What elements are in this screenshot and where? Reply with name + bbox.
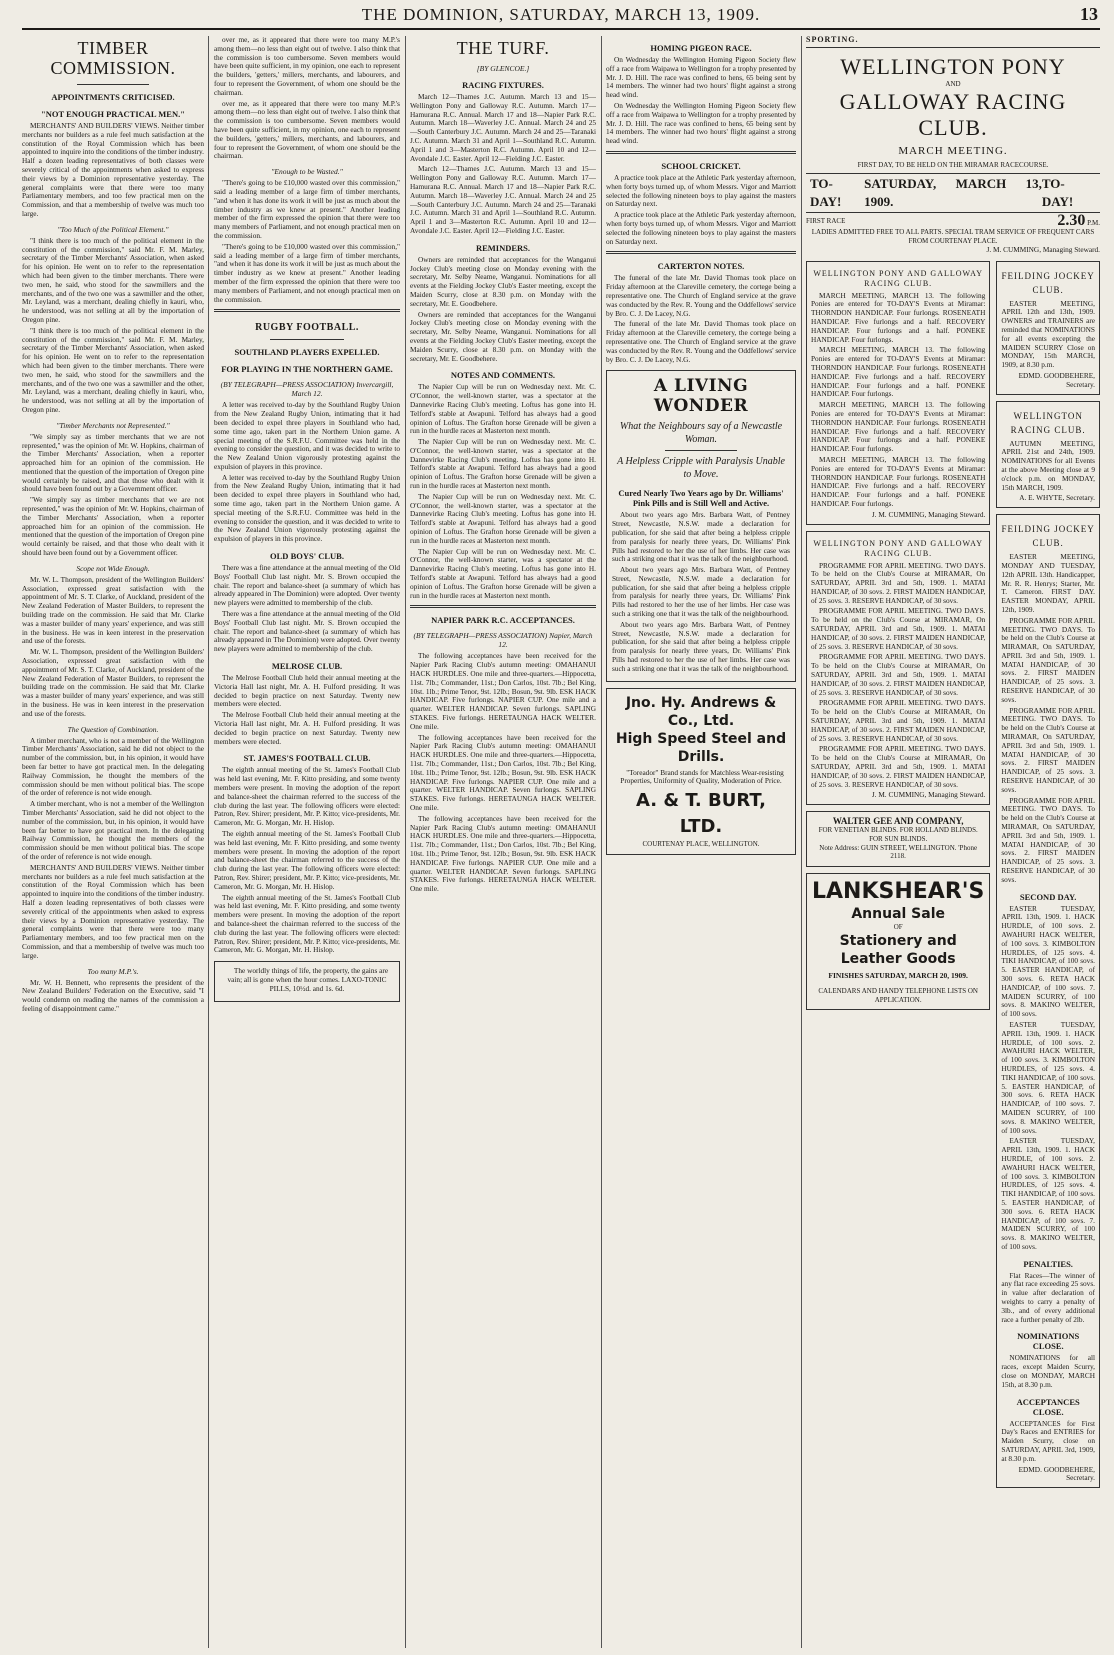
club-name: WELLINGTON PONY [840,53,1066,79]
advert-firm: A. & T. BURT, LTD. [636,790,766,838]
subhead: APPOINTMENTS CRITICISED. [51,92,175,102]
advert-subhead: A Helpless Cripple with Paralysis Unable to Move. [617,456,785,481]
article-paragraph: "There's going to be £10,000 wasted over this commission," said a leading member of a large firm of timber merchants, "and when it has done its work it will be just as much about the timber industry as we knew at present." Another leading member of the firm expressed the opinion that there were too many members of Parliament, and not enough practical men on the commission. [214,178,400,240]
advert-headline: High Speed Steel and Drills. [615,730,787,765]
box-body: PROGRAMME FOR APRIL MEETING. TWO DAYS. To be held on the Club's Course at MIRAMAR, On SATURDAY, APRIL 3rd and 5th, 1909. 1. MATAI HANDICAP, of 30 sovs. 2. FIRST MAIDEN HANDICAP, of 25 sovs. 3. RESERVE HANDICAP, of 30 sovs. [811,652,986,697]
box-body: PROGRAMME FOR APRIL MEETING. TWO DAYS. To be held on the Club's Course at MIRAMAR, On SATURDAY, APRIL 3rd and 5th, 1909. 1. MATAI HANDICAP, of 30 sovs. 2. FIRST MAIDEN HANDICAP, of 25 sovs. 3. RESERVE HANDICAP, of 30 sovs. [811,560,986,605]
article-paragraph: March 12—Thames J.C. Autumn. March 13 and 15—Wellington Pony and Galloway R.C. Autumn. March 17—Hamurana R.C. Annual. March 17 and 18—Napier Park R.C. Autumn. March 18—Waverley J.C. Annual. March 24 and 25—South Canterbury J.C. Autumn. March 24 and 25—Taranaki J.C. Autumn. March 31 and April 1—Southland R.C. Autumn. April 1 and 3—Masterton R.C. Autumn. April 10 and 12—Avondale J.C. Easter. April 12—Fielding J.C. Easter. [410,92,596,163]
subhead: "Enough to be Wasted." [271,167,343,177]
box-body: MARCH MEETING, MARCH 13. The following Ponies are entered for TO-DAY'S Events at Miramar: THORNDON HANDICAP. Four furlongs. ROSENEATH HANDICAP. Five furlongs and a half. RECOVERY HANDICAP. Four furlongs and a half. PONEKE HANDICAP. Four furlongs. [811,400,986,454]
headline-timber-commission: TIMBER COMMISSION. [50,38,176,78]
masthead [22,4,1100,30]
subhead: RACING FIXTURES. [462,80,544,90]
signature: J. M. CUMMING, Managing Steward. [871,509,986,519]
box-title: WELLINGTON PONY AND GALLOWAY RACING CLUB. [813,538,984,558]
subhead: REMINDERS. [475,242,531,253]
column-rule [801,36,802,1648]
advert-body: "Toreador" Brand stands for Matchless Wear-resisting Properties, Uniformity of Quality, Moderation of Price. [620,767,784,786]
article-paragraph: A letter was received to-day by the Southland Rugby Union from the New Zealand Rugby Union, intimating that it had been decided to expel three players in Southland who had, some time ago, taken part in the Northern Union game. A special meeting of the S.R.F.U. Committee was held in the evening to consider the question, and it was decided to write to the New Zealand Union vigorously protesting against the expulsion of players in this province. [214,472,400,544]
article-paragraph: The Napier Cup will be run on Wednesday next. Mr. C. O'Connor, the well-known starter, was a spectator at the Dannevirke Racing Club's meeting. Loftus has gone into H. Telford's stable at Awapuni. Telford has always had a good opinion of Loftus. The Grafton horse Grenade will be given a run in the hurdle races at Masterton next month. [410,491,596,545]
box-body: EASTER TUESDAY, APRIL 13th, 1909. 1. HACK HURDLE, of 100 sovs. 2. AWAHURI HACK WELTER, of 100 sovs. 3. KIMBOLTON HURDLES, of 125 sovs. 4. TIKI HANDICAP, of 100 sovs. 5. EASTER HANDICAP, of 300 sovs. 6. RETA HACK HANDICAP, of 100 sovs. 7. MAIDEN SCURRY, of 100 sovs. 8. MAKINO WELTER, of 100 sovs. [1001,1019,1095,1135]
box-subhead: PENALTIES. [1023,1258,1073,1269]
ladies-note: LADIES ADMITTED FREE TO ALL PARTS. SPECIAL TRAM SERVICE OF FREQUENT CARS FROM COURTENAY PLACE. [811,228,1095,245]
box-body: PROGRAMME FOR APRIL MEETING. TWO DAYS. To be held on the Club's Course at MIRAMAR, On SATURDAY, APRIL 3rd and 5th, 1909. 1. MATAI HANDICAP, of 30 sovs. 2. FIRST MAIDEN HANDICAP, of 25 sovs. 3. RESERVE HANDICAP, of 30 sovs. [1001,795,1095,884]
article-paragraph: "There's going to be £10,000 wasted over this commission," said a leading member of a large firm of timber merchants, "and when it has done its work it will be just as much about the timber industry as we knew at present." Another leading member of the firm expressed the opinion that there were too many members of Parliament, and not enough practical men on the commission. [214,241,400,304]
box-subhead: SECOND DAY. [1019,891,1077,902]
column-sporting [806,36,1100,1648]
advert-body: Note Address: GUIN STREET, WELLINGTON. 'Phone 2118. [819,843,978,861]
headline-pigeon: HOMING PIGEON RACE. [650,43,752,53]
advert-subhead: Annual Sale [851,906,946,923]
box-title: FEILDING JOCKEY CLUB. [1001,270,1095,295]
article-paragraph: The following acceptances have been received for the Napier Park Racing Club's autumn meeting: OMAHANUI HACK HURDLES. One mile and three-quarters.—Hippocetta, 11st. 7lb.; Commander, 11st.; Don Carlos, 10st. 7lb.; Bel King, 10st. 1lb.; Prime Tenor, 9st. 12lb.; Bosun, 9st. 9lb. ESK HACK HANDICAP. Five furlongs. NAPIER CUP. One mile and a quarter. WELTER HANDICAP. Seven furlongs. SAPLING STAKES. Five furlongs. HERETAUNGA HACK WELTER. One mile. [410,813,596,894]
box-title: WELLINGTON RACING CLUB. [1010,410,1086,435]
club-and: AND [945,79,961,88]
article-paragraph: The Melrose Football Club held their annual meeting at the Victoria Hall last night, Mr. A. H. Fulford presiding. It was decided to begin practice on next Saturday. Twenty new members were elected. [214,673,400,709]
article-paragraph: over me, as it appeared that there were too many M.P.'s among them—no less than eight out of twelve. I also think that the commission is too cumbersome. Seven members would have been quite sufficient, in my opinion, one each to represent the builders, 'getters,' millers, merchants, and labourers, and four to represent the Government, of whom one should be the chairman. [214,98,400,161]
subhead: NAPIER PARK R.C. ACCEPTANCES. [431,615,575,626]
advert-body: FOR VENETIAN BLINDS. FOR HOLLAND BLINDS. FOR SUN BLINDS. [818,826,978,843]
subhead: "NOT ENOUGH PRACTICAL MEN." [41,109,185,119]
subhead: "Too Much of the Political Element." [57,224,169,234]
today-date: SATURDAY, MARCH 13, 1909. [864,176,1042,210]
box-body: PROGRAMME FOR APRIL MEETING. TWO DAYS. To be held on the Club's Course at MIRAMAR, On SATURDAY, APRIL 3rd and 5th, 1909. 1. MATAI HANDICAP, of 30 sovs. 2. FIRST MAIDEN HANDICAP, of 25 sovs. 3. RESERVE HANDICAP, of 30 sovs. [811,606,986,651]
subhead: SOUTHLAND PLAYERS EXPELLED. [234,347,380,358]
box-body: Flat Races—The winner of any flat race exceeding 25 sovs. in value after declaration of weights to carry a penalty of 3lb., and of every additional race a further penalty of 2lb. [1001,1270,1095,1324]
box-subhead: ACCEPTANCES CLOSE. [1016,1396,1080,1417]
box-body: AUTUMN MEETING, APRIL 21st and 24th, 1909. NOMINATIONS for all Events at the above Meeting close at 9 o'clock p.m. on MONDAY, 15th MARCH, 1909. [1001,438,1095,492]
wellington-racing-club [996,401,1100,509]
box-body: NOMINATIONS for all races, except Maiden Scurry, close on MONDAY, MARCH 15th, at 8.30 p.m. [1001,1353,1095,1389]
column-rule [601,36,602,1648]
article-paragraph: The funeral of the late Mr. David Thomas took place on Friday afternoon at the Clareville cemetery, the cortege being a representative one. The Church of England service at the grave was conducted by the Rev. R. Young and the Oddfellows' service by Bro. C. J. De Lacey, N.G. [606,273,796,318]
article-paragraph: The Melrose Football Club held their annual meeting at the Victoria Hall last night, Mr. A. H. Fulford presiding. It was decided to begin practice on next Saturday. Twenty new members were elected. [214,710,400,746]
signature: A. E. WHYTE, Secretary. [1019,493,1095,503]
article-paragraph: MERCHANTS' AND BUILDERS' VIEWS. Neither timber merchants nor builders as a rule feel much satisfaction at the constitution of the Royal Commission which has been appointed to inquire into the conditions of the timber industry. Half a dozen leading representatives of both classes were severely critical of the appointments when asked to express their views by a Dominion representative yesterday. The general complaints were that there were too many Parliamentary members, and too few practical men on the Commission, and that a membership of twelve was much too large. [22,862,204,960]
advert-headline: A LIVING WONDER [653,376,749,417]
today-label: TO-DAY! [1041,176,1074,210]
article-paragraph: "I think there is too much of the political element in the constitution of the commission," said Mr. F. M. Marley, secretary of the Timber Merchants' Association, when asked for his opinion. He went on to refer to the representation which had been given to the timber merchants. There were two men, he said, who stood for the sawmillers and the merchants, and of the two one was a sawmiller and the other, Mr. Leyland, was a merchant, dealing chiefly in kauri, who, he understood, was not selling at all by the importation of Oregon pine. [22,235,204,324]
feilding-nominations [996,261,1100,395]
lankshear-advert [806,873,990,1010]
box-body: MARCH MEETING, MARCH 13. The following Ponies are entered for TO-DAY'S Events at Miramar: THORNDON HANDICAP. Four furlongs. ROSENEATH HANDICAP. Five furlongs and a half. RECOVERY HANDICAP. Four furlongs and a half. PONEKE HANDICAP. Four furlongs. [811,290,986,344]
article-paragraph: "I think there is too much of the political element in the constitution of the commission," said Mr. F. M. Marley, secretary of the Timber Merchants' Association, when asked for his opinion. He went on to refer to the representation which had been given to the timber merchants. There were two men, he said, who stood for the sawmillers and the merchants, and of the two one was a sawmiller and the other, Mr. Leyland, was a merchant, dealing chiefly in kauri, who, he understood, was not selling at all by the importation of Oregon pine. [22,325,204,414]
article-paragraph: The funeral of the late Mr. David Thomas took place on Friday afternoon at the Clareville cemetery, the cortege being a representative one. The Church of England service at the grave was conducted by the Rev. R. Young and the Oddfellows' service by Bro. C. J. De Lacey, N.G. [606,319,796,364]
article-paragraph: There was a fine attendance at the annual meeting of the Old Boys' Football Club last night. Mr. S. Brown occupied the chair. The report and balance-sheet (a summary of which has already appeared in The Dominion) were adopted. Over twenty new players were admitted to membership of the club. [214,609,400,654]
article-paragraph: over me, as it appeared that there were too many M.P.'s among them—no less than eight out of twelve. I also think that the commission is too cumbersome. Seven members would have been quite sufficient, in my opinion, one each to represent the builders, 'getters,' millers, merchants, and labourers, and four to represent the Government, of whom one should be the chairman. [214,36,400,97]
article-paragraph: Mr. W. H. Bennett, who represents the president of the New Zealand Builders' Federation on the Executive, said "I would condemn on reading the names of the commission a feeling of disappointment came." [22,977,204,1013]
advert-address: COURTENAY PLACE, WELLINGTON. [642,840,760,849]
section-tag: SPORTING. [806,36,1100,48]
article-paragraph: The eighth annual meeting of the St. James's Football Club was held last evening, Mr. F. Kitto presiding, and some twenty members were present. In moving the adoption of the report and balance-sheet the chairman referred to the success of the club during the last year. The following officers were elected: Patron, Rev. Shirer; president, Mr. P. Kitto; vice-presidents, Mr. Cameron, Mr. G. Morgan, Mr. H. Hislop. [214,892,400,955]
left-subcolumn [806,255,990,1495]
advert-of: OF [893,923,903,932]
article-paragraph: The eighth annual meeting of the St. James's Football Club was held last evening, Mr. F. Kitto presiding, and some twenty members were present. In moving the adoption of the report and balance-sheet the chairman referred to the success of the club during the last year. The following officers were elected: Patron, Rev. Shirer; president, Mr. P. Kitto; vice-presidents, Mr. Cameron, Mr. G. Morgan, Mr. H. Hislop. [214,828,400,891]
club-name: GALLOWAY RACING CLUB. [839,88,1067,140]
signature: J. M. CUMMING, Managing Steward. [871,790,986,800]
walter-gee-advert [806,811,990,867]
article-paragraph: A practice took place at the Athletic Park yesterday afternoon, when forty boys turned up, of whom Messrs. Vigor and Marriott selected the following nineteen boys to play against the masters on Saturday next. [606,210,796,246]
article-paragraph: There was a fine attendance at the annual meeting of the Old Boys' Football Club last night. Mr. S. Brown occupied the chair. The report and balance-sheet (a summary of which has already appeared in The Dominion) were adopted. Over twenty new players were admitted to membership of the club. [214,563,400,608]
advert-headline: Jno. Hy. Andrews & Co., Ltd. [625,694,777,729]
column-turf [410,36,596,1648]
article-paragraph: The following acceptances have been received for the Napier Park Racing Club's autumn meeting: OMAHANUI HACK HURDLES. One mile and three-quarters.—Hippocetta, 11st. 7lb.; Commander, 11st.; Don Carlos, 10st. 7lb.; Bel King, 10st. 1lb.; Prime Tenor, 9st. 12lb.; Bosun, 9st. 9lb. ESK HACK HANDICAP. Five furlongs. NAPIER CUP. One mile and a quarter. WELTER HANDICAP. Seven furlongs. SAPLING STAKES. Five furlongs. HERETAUNGA HACK WELTER. One mile. [410,651,596,731]
article-paragraph: Mr. W. L. Thompson, president of the Wellington Builders' Association, expressed great satisfaction with the appointment of Mr. S. T. Clarke, of Auckland, president of the New Zealand Federation of Master Builders, to represent the building trade on the commission. He said that Mr. Clarke was a master builder of many years' experience, and was still in the business. He was in keen interest in the preservation and use of the forests. [22,647,204,718]
byline: [BY GLENCOE.] [476,64,530,73]
newspaper-title: THE DOMINION, SATURDAY, MARCH 13, 1909. [361,5,761,24]
today-label: TO-DAY! [810,176,842,210]
advert-subhead: Cured Nearly Two Years ago by Dr. Williams' Pink Pills and is Still Well and Active. [618,488,784,509]
page-number: 13 [1080,4,1098,24]
headline-cricket: SCHOOL CRICKET. [661,160,741,171]
article-paragraph: On Wednesday the Wellington Homing Pigeon Society flew off a race from Waipawa to Wellington for a trophy presented by Mr. J. D. Hill. The race was confined to hens, 65 being sent by 14 members. The winner had two hours' flight against a strong head wind. [606,100,796,146]
article-paragraph: The Napier Cup will be run on Wednesday next. Mr. C. O'Connor, the well-known starter, was a spectator at the Dannevirke Racing Club's meeting. Loftus has gone into H. Telford's stable at Awapuni. Telford has always had a good opinion of Loftus. The Grafton horse Grenade will be given a run in the hurdle races at Masterton next month. [410,437,596,491]
subhead: OLD BOYS' CLUB. [270,551,344,562]
pink-pills-advert [606,370,796,681]
advert-footer: CALENDARS AND HANDY TELEPHONE LISTS ON APPLICATION. [818,986,978,1004]
article-paragraph: Owners are reminded that acceptances for the Wanganui Jockey Club's meeting close on Monday evening with the secretary, Mr. Selby Neame, Wanganui. Nominations for all events at the Fielding Jockey Club's Easter meeting, except the Maiden Scurry, close at 8.30 p.m. on Monday with the secretary, Mr. E. Goodbehere. [410,254,596,308]
pony-club-programme [806,531,990,806]
box-body: EASTER TUESDAY, APRIL 13th, 1909. 1. HACK HURDLE, of 100 sovs. 2. AWAHURI HACK WELTER, of 100 sovs. 3. KIMBOLTON HURDLES, of 125 sovs. 4. TIKI HANDICAP, of 100 sovs. 5. EASTER HANDICAP, of 300 sovs. 6. RETA HACK HANDICAP, of 100 sovs. 7. MAIDEN SCURRY, of 100 sovs. 8. MAKINO WELTER, of 100 sovs. [1001,903,1095,1019]
advert-subhead: What the Neighbours say of a Newcastle Woman. [619,421,783,446]
meeting-title: MARCH MEETING. [898,144,1008,157]
first-race-time: 2.30 [1057,212,1086,230]
column-pigeon-cricket [606,36,796,1648]
first-race-label: FIRST RACE [806,217,846,226]
subhead: "Timber Merchants not Represented." [56,420,170,430]
article-paragraph: Mr. W. L. Thompson, president of the Wellington Builders' Association, expressed great satisfaction with the appointment of Mr. S. T. Clarke, of Auckland, president of the New Zealand Federation of Master Builders, to represent the building trade on the commission. He said that Mr. Clarke was a master builder of many years' experience, and was still in the business. He was in keen interest in the preservation and use of the forests. [22,574,204,646]
subhead: ST. JAMES'S FOOTBALL CLUB. [243,753,371,764]
box-title: FEILDING JOCKEY CLUB. [1001,524,1095,549]
signature: EDMD. GOODBEHERE, Secretary. [1018,370,1095,389]
dateline: (BY TELEGRAPH—PRESS ASSOCIATION) Napier, March 12. [413,631,593,650]
article-paragraph: A practice took place at the Athletic Park yesterday afternoon, when forty boys turned up, of whom Messrs. Vigor and Marriott selected the following nineteen boys to play against the masters on Saturday next. [606,172,796,209]
article-paragraph: The Napier Cup will be run on Wednesday next. Mr. C. O'Connor, the well-known starter, was a spectator at the Dannevirke Racing Club's meeting. Loftus has gone into H. Telford's stable at Awapuni. Telford has always had a good opinion of Loftus. The Grafton horse Grenade will be given a run in the hurdle races at Masterton next month. [410,546,596,600]
subhead: Too many M.P.'s. [87,966,139,976]
box-body: MARCH MEETING, MARCH 13. The following Ponies are entered for TO-DAY'S Events at Miramar: THORNDON HANDICAP. Four furlongs. ROSENEATH HANDICAP. Five furlongs and a half. RECOVERY HANDICAP. Four furlongs and a half. PONEKE HANDICAP. Four furlongs. [811,454,986,508]
andrews-steel-advert [606,688,796,855]
box-subhead: NOMINATIONS CLOSE. [1017,1331,1080,1352]
article-paragraph: The following acceptances have been received for the Napier Park Racing Club's autumn meeting: OMAHANUI HACK HURDLES. One mile and three-quarters.—Hippocetta, 11st. 7lb.; Commander, 11st.; Don Carlos, 10st. 7lb.; Bel King, 10st. 1lb.; Prime Tenor, 9st. 12lb.; Bosun, 9st. 9lb. ESK HACK HANDICAP. Five furlongs. NAPIER CUP. One mile and a quarter. WELTER HANDICAP. Seven furlongs. SAPLING STAKES. Five furlongs. HERETAUNGA HACK WELTER. One mile. [410,732,596,812]
signature: EDMD. GOODBEHERE, Secretary. [1018,1464,1095,1483]
box-body: PROGRAMME FOR APRIL MEETING. TWO DAYS. To be held on the Club's Course at MIRAMAR, On SATURDAY, APRIL 3rd and 5th, 1909. 1. MATAI HANDICAP, of 30 sovs. 2. FIRST MAIDEN HANDICAP, of 25 sovs. 3. RESERVE HANDICAP, of 30 sovs. [811,698,986,743]
article-paragraph: The eighth annual meeting of the St. James's Football Club was held last evening, Mr. F. Kitto presiding, and some twenty members were present. In moving the adoption of the report and balance-sheet the chairman referred to the success of the club during the last year. The following officers were elected: Patron, Rev. Shirer; president, Mr. P. Kitto; vice-presidents, Mr. Cameron, Mr. G. Morgan, Mr. H. Hislop. [214,765,400,828]
box-body: MARCH MEETING, MARCH 13. The following Ponies are entered for TO-DAY'S Events at Miramar: THORNDON HANDICAP. Four furlongs. ROSENEATH HANDICAP. Five furlongs and a half. RECOVERY HANDICAP. Four furlongs and a half. PONEKE HANDICAP. Four furlongs. [811,345,986,399]
advert-headline: WALTER GEE AND COMPANY, [832,816,964,827]
article-paragraph: The Napier Cup will be run on Wednesday next. Mr. C. O'Connor, the well-known starter, was a spectator at the Dannevirke Racing Club's meeting. Loftus has gone into H. Telford's stable at Awapuni. Telford has always had a good opinion of Loftus. The Grafton horse Grenade will be given a run in the hurdle races at Masterton next month. [410,382,596,436]
headline-carterton: CARTERTON NOTES. [657,261,745,272]
column-rule [208,36,209,1648]
box-body: ACCEPTANCES for First Day's Races and ENTRIES for Maiden Scurry, close on SATURDAY, APRIL 3rd, 1909, at 8.30 p.m. [1001,1418,1095,1463]
article-paragraph: A timber merchant, who is not a member of the Wellington Timber Merchants' Association, said he did not object to the number of the commission, but, in his opinion, it would have been far better to have got practical men. In the delegating Railway Commission, he thought the members of the commission should be men without political bias. The scope of the order of reference is not wide enough. [22,735,204,798]
box-body: PROGRAMME FOR APRIL MEETING. TWO DAYS. To be held on the Club's Course at MIRAMAR, On SATURDAY, APRIL 3rd and 5th, 1909. 1. MATAI HANDICAP, of 30 sovs. 2. FIRST MAIDEN HANDICAP, of 25 sovs. 3. RESERVE HANDICAP, of 30 sovs. [1001,615,1095,704]
subhead: The Question of Combination. [67,724,159,734]
headline-rugby: RUGBY FOOTBALL. [255,322,359,334]
advert-headline: LANKSHEAR'S [812,879,985,905]
column-rugby [214,36,400,1648]
subhead: MELROSE CLUB. [271,661,343,672]
box-body: EASTER MEETING, APRIL 12th and 13th, 1909. OWNERS and TRAINERS are reminded that NOMINATIONS for all events excepting the MAIDEN SCURRY Close on MONDAY, 15th MARCH, 1909, at 8.30 p.m. [1001,298,1095,370]
article-paragraph: Owners are reminded that acceptances for the Wanganui Jockey Club's meeting close on Monday evening with the secretary, Mr. Selby Neame, Wanganui. Nominations for all events at the Fielding Jockey Club's Easter meeting, except the Maiden Scurry, close at 8.30 p.m. on Monday with the secretary, Mr. E. Goodbehere. [410,309,596,363]
right-subcolumn [996,255,1100,1495]
first-day-note: FIRST DAY, TO BE HELD ON THE MIRAMAR RACECOURSE. [857,160,1049,169]
headline-turf: THE TURF. [456,38,550,58]
article-paragraph: "We simply say as timber merchants that we are not represented," was the opinion of Mr. W. Hopkins, chairman of the Timber Merchants' Association, when a reporter approached him for an opinion of the commission. He mentioned that the question of the importation of Oregon pine would certainly be raised, and that those who dealt with it should have been found out by a Government officer. [22,495,204,558]
signature: J. M. CUMMING, Managing Steward. [986,244,1100,254]
column-timber-commission [22,36,204,1648]
advert-body: About two years ago Mrs. Barbara Watt, of Pentney Street, Newcastle, N.S.W. made a declaration for publication, for she said that after being a helpless cripple from paralysis for nearly three years, Dr. Williams' Pink Pills had restored to her the use of her limbs. Her case was such a striking one that it was the talk of the neighbourhood. [612,510,790,564]
article-paragraph: March 12—Thames J.C. Autumn. March 13 and 15—Wellington Pony and Galloway R.C. Autumn. March 17—Hamurana R.C. Annual. March 17 and 18—Napier Park R.C. Autumn. March 18—Waverley J.C. Annual. March 24 and 25—South Canterbury J.C. Autumn. March 24 and 25—Taranaki J.C. Autumn. March 31 and April 1—Southland R.C. Autumn. April 1 and 3—Masterton R.C. Autumn. April 10 and 12—Avondale J.C. Easter. April 12—Fielding J.C. Easter. [410,164,596,235]
article-paragraph: A letter was received to-day by the Southland Rugby Union from the New Zealand Rugby Union, intimating that it had been decided to expel three players in Southland who had, some time ago, taken part in the Northern Union game. A special meeting of the S.R.F.U. Committee was held in the evening to consider the question, and it was decided to write to the New Zealand Union vigorously protesting against the expulsion of players in this province. [214,400,400,471]
box-body: EASTER TUESDAY, APRIL 13th, 1909. 1. HACK HURDLE, of 100 sovs. 2. AWAHURI HACK WELTER, of 100 sovs. 3. KIMBOLTON HURDLES, of 125 sovs. 4. TIKI HANDICAP, of 100 sovs. 5. EASTER HANDICAP, of 300 sovs. 6. RETA HACK HANDICAP, of 100 sovs. 7. MAIDEN SCURRY, of 100 sovs. 8. MAKINO WELTER, of 100 sovs. [1001,1136,1095,1251]
subhead: Scope not Wide Enough. [76,563,150,573]
advert-body: About two years ago Mrs. Barbara Watt, of Pentney Street, Newcastle, N.S.W. made a declaration for publication, for she said that after being a helpless cripple from paralysis for nearly three years, Dr. Williams' Pink Pills had restored to her the use of her limbs. Her case was such a striking one that it was the talk of the neighbourhood. [612,619,790,673]
dateline: (BY TELEGRAPH—PRESS ASSOCIATION) Invercargill, March 12. [220,380,394,399]
subhead: FOR PLAYING IN THE NORTHERN GAME. [221,364,393,375]
column-rule [405,36,406,1648]
first-race-pm: P.M. [1087,219,1100,228]
box-body: PROGRAMME FOR APRIL MEETING. TWO DAYS. To be held on the Club's Course at MIRAMAR, On SATURDAY, APRIL 3rd and 5th, 1909. 1. MATAI HANDICAP, of 30 sovs. 2. FIRST MAIDEN HANDICAP, of 25 sovs. 3. RESERVE HANDICAP, of 30 sovs. [811,744,986,789]
advert-date: FINISHES SATURDAY, MARCH 20, 1909. [828,971,968,980]
box-body: EASTER MEETING, MONDAY AND TUESDAY, 12th APRIL 13th. Handicapper, Mr. R. R. Henrys; Starter, Mr. T. Cameron. FIRST DAY. EASTER MONDAY, APRIL 12th, 1909. [1001,552,1095,614]
subhead: NOTES AND COMMENTS. [450,370,556,381]
feilding-programme [996,514,1100,1488]
first-race-line [806,212,1100,230]
today-banner [806,173,1100,213]
article-paragraph: MERCHANTS' AND BUILDERS' VIEWS. Neither timber merchants nor builders as a rule feel much satisfaction at the constitution of the Royal Commission which has been appointed to inquire into the conditions of the timber industry. Half a dozen leading representatives of both classes were severely critical of the appointments when asked to express their views by a Dominion representative yesterday. The general complaints were that there were too many Parliamentary members, and too few practical men on the Commission, and that a membership of twelve was much too large. [22,121,204,218]
advert-goods: Stationery and Leather Goods [839,933,957,967]
pony-club-entries [806,261,990,525]
article-paragraph: On Wednesday the Wellington Homing Pigeon Society flew off a race from Waipawa to Wellington for a trophy presented by Mr. J. D. Hill. The race was confined to hens, 65 being sent by 14 members. The winner had two hours' flight against a strong head wind. [606,55,796,100]
article-paragraph: A timber merchant, who is not a member of the Wellington Timber Merchants' Association, said he did not object to the number of the commission, but, in his opinion, it would have been far better to have got practical men. In the delegating Railway Commission, he thought the members of the commission should be men without political bias. The scope of the order of reference is not wide enough. [22,799,204,861]
laxo-tonic-advert [214,961,400,1001]
box-body: PROGRAMME FOR APRIL MEETING. TWO DAYS. To be held on the Club's Course at MIRAMAR, On SATURDAY, APRIL 3rd and 5th, 1909. 1. MATAI HANDICAP, of 30 sovs. 2. FIRST MAIDEN HANDICAP, of 25 sovs. 3. RESERVE HANDICAP, of 30 sovs. [1001,705,1095,794]
advert-body: About two years ago Mrs. Barbara Watt, of Pentney Street, Newcastle, N.S.W. made a declaration for publication, for she said that after being a helpless cripple from paralysis for nearly three years, Dr. Williams' Pink Pills had restored to her the use of her limbs. Her case was such a striking one that it was the talk of the neighbourhood. [612,565,790,619]
advert-text: The worldly things of life, the property, the gains are vain; all is gone when the hour comes. LAXO-TONIC PILLS, 10½d. and 1s. 6d. [227,966,389,993]
article-paragraph: "We simply say as timber merchants that we are not represented," was the opinion of Mr. W. Hopkins, chairman of the Timber Merchants' Association, when a reporter approached him for an opinion of the commission. He mentioned that the question of the importation of Oregon pine would certainly be raised, and that those who dealt with it should have been found out by a Government officer. [22,431,204,494]
box-title: WELLINGTON PONY AND GALLOWAY RACING CLUB. [813,268,984,288]
